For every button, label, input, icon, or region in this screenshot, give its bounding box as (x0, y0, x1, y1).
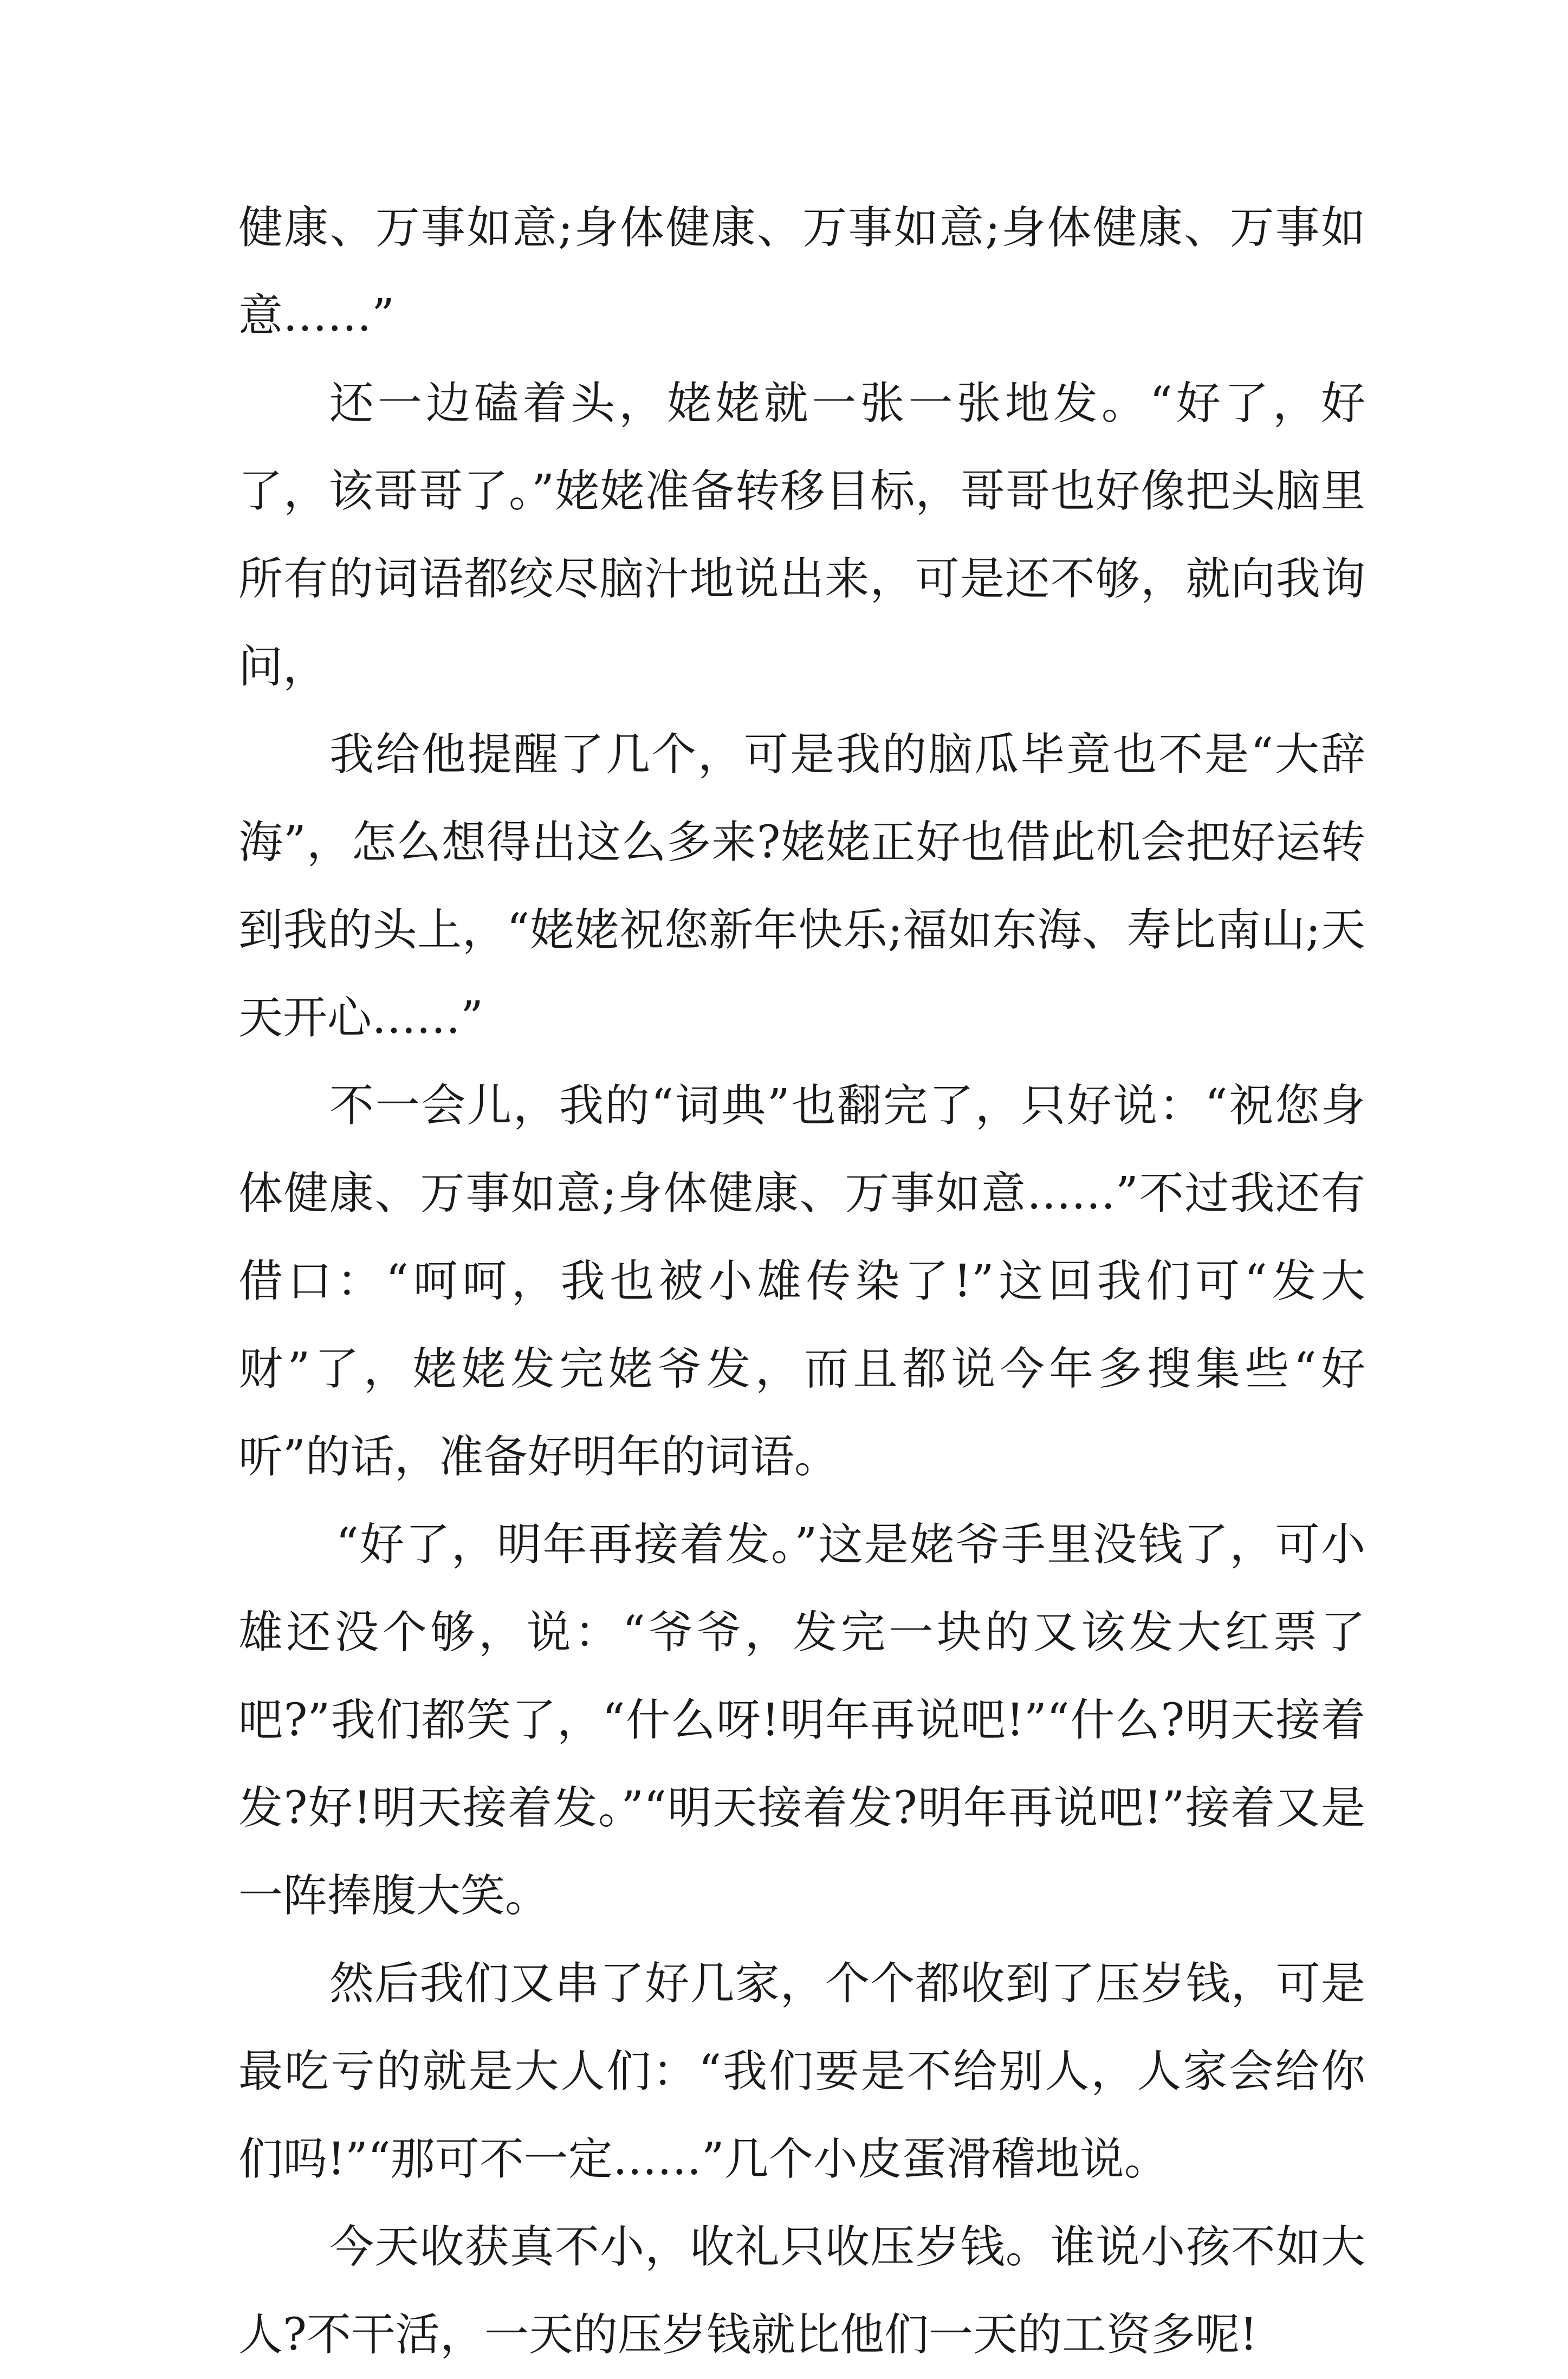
paragraph-3: 我给他提醒了几个，可是我的脑瓜毕竟也不是“大辞海”，怎么想得出这么多来?姥姥正好也借此机会把好运转到我的头上，“姥姥祝您新年快乐;福如东海、寿比南山;天天开心……” (238, 729, 1365, 1044)
paragraph-4: 不一会儿，我的“词典”也翻完了，只好说：“祝您身体健康、万事如意;身体健康、万事如意……”不过我还有借口：“呵呵，我也被小雄传染了!”这回我们可“发大财”了，姥姥发完姥爷发，而且都说今年多搜集些“好听”的话，准备好明年的词语。 (238, 1080, 1365, 1483)
paragraph-6: 然后我们又串了好几家，个个都收到了压岁钱，可是最吃亏的就是大人们：“我们要是不给别人，人家会给你们吗!”“那可不一定……”几个小皮蛋滑稽地说。 (238, 1958, 1365, 2185)
paragraph-2: 还一边磕着头，姥姥就一张一张地发。“好了，好了，该哥哥了。”姥姥准备转移目标，哥哥也好像把头脑里所有的词语都绞尽脑汁地说出来，可是还不够，就向我询问， (238, 378, 1365, 693)
paragraph-7: 今天收获真不小，收礼只收压岁钱。谁说小孩不如大人?不干活，一天的压岁钱就比他们一天的工资多呢! (238, 2221, 1365, 2361)
paragraph-1: 健康、万事如意;身体健康、万事如意;身体健康、万事如意……” (238, 202, 1365, 341)
paragraph-5: “好了，明年再接着发。”这是姥爷手里没钱了，可小雄还没个够，说：“爷爷，发完一块的又该发大红票了吧?”我们都笑了，“什么呀!明年再说吧!”“什么?明天接着发?好!明天接着发。”“明天接着发?明年再说吧!”接着又是一阵捧腹大笑。 (238, 1519, 1365, 1922)
document-body (238, 184, 1365, 2379)
